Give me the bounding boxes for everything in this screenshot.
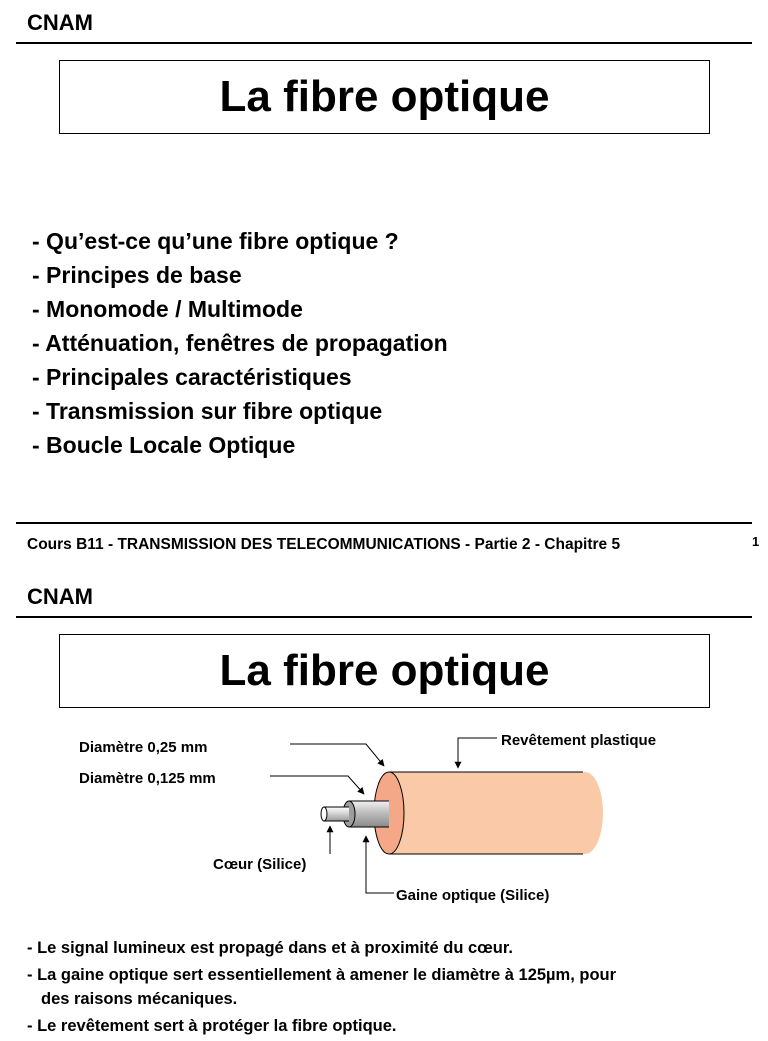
- agenda-item: - Transmission sur fibre optique: [32, 398, 383, 424]
- agenda-item: - Monomode / Multimode: [32, 296, 303, 322]
- outer-diameter-label: Diamètre 0,25 mm: [79, 739, 208, 756]
- footer-divider: [16, 522, 752, 524]
- cladding-layer: [343, 801, 389, 827]
- header-divider: [16, 42, 752, 44]
- outer-diameter-leader: [290, 744, 384, 766]
- page-number: 1: [752, 534, 760, 549]
- core-label: Cœur (Silice): [213, 856, 307, 873]
- explanation-line: - Le signal lumineux est propagé dans et à proximité du cœur.: [27, 939, 513, 957]
- cladding-diameter-leader: [270, 776, 364, 794]
- coating-body: [389, 772, 585, 854]
- coating-leader: [458, 738, 497, 768]
- agenda-item: - Principales caractéristiques: [32, 364, 352, 390]
- cladding-label: Gaine optique (Silice): [396, 887, 550, 904]
- agenda-list: [32, 224, 448, 462]
- explanation-list: [27, 936, 747, 1041]
- cladding-diameter-label: Diamètre 0,125 mm: [79, 770, 216, 787]
- explanation-item: [27, 936, 747, 960]
- header-label: CNAM: [27, 10, 93, 35]
- explanation-item: [27, 1014, 747, 1038]
- explanation-item: [27, 963, 747, 1011]
- agenda-item: - Boucle Locale Optique: [32, 432, 296, 458]
- coating-far-end: [567, 772, 603, 854]
- slide-title: La fibre optique: [59, 60, 710, 134]
- slide-2: [0, 574, 768, 1035]
- slide-title: La fibre optique: [59, 634, 710, 708]
- explanation-line: - Le revêtement sert à protéger la fibre optique.: [27, 1017, 397, 1035]
- explanation-line-continued: des raisons mécaniques.: [41, 990, 238, 1008]
- core-layer: [321, 807, 349, 821]
- explanation-line: - La gaine optique sert essentiellement à amener le diamètre à 125µm, pour: [27, 966, 617, 984]
- header-label: CNAM: [27, 584, 93, 609]
- coating-label: Revêtement plastique: [501, 732, 657, 749]
- coating-layer: [374, 772, 603, 854]
- footer-text: Cours B11 - TRANSMISSION DES TELECOMMUNICATIONS - Partie 2 - Chapitre 5: [27, 536, 621, 553]
- agenda-item: - Qu’est-ce qu’une fibre optique ?: [32, 228, 399, 254]
- header-divider: [16, 616, 752, 618]
- agenda-item: - Atténuation, fenêtres de propagation: [32, 330, 448, 356]
- agenda-item: - Principes de base: [32, 262, 242, 288]
